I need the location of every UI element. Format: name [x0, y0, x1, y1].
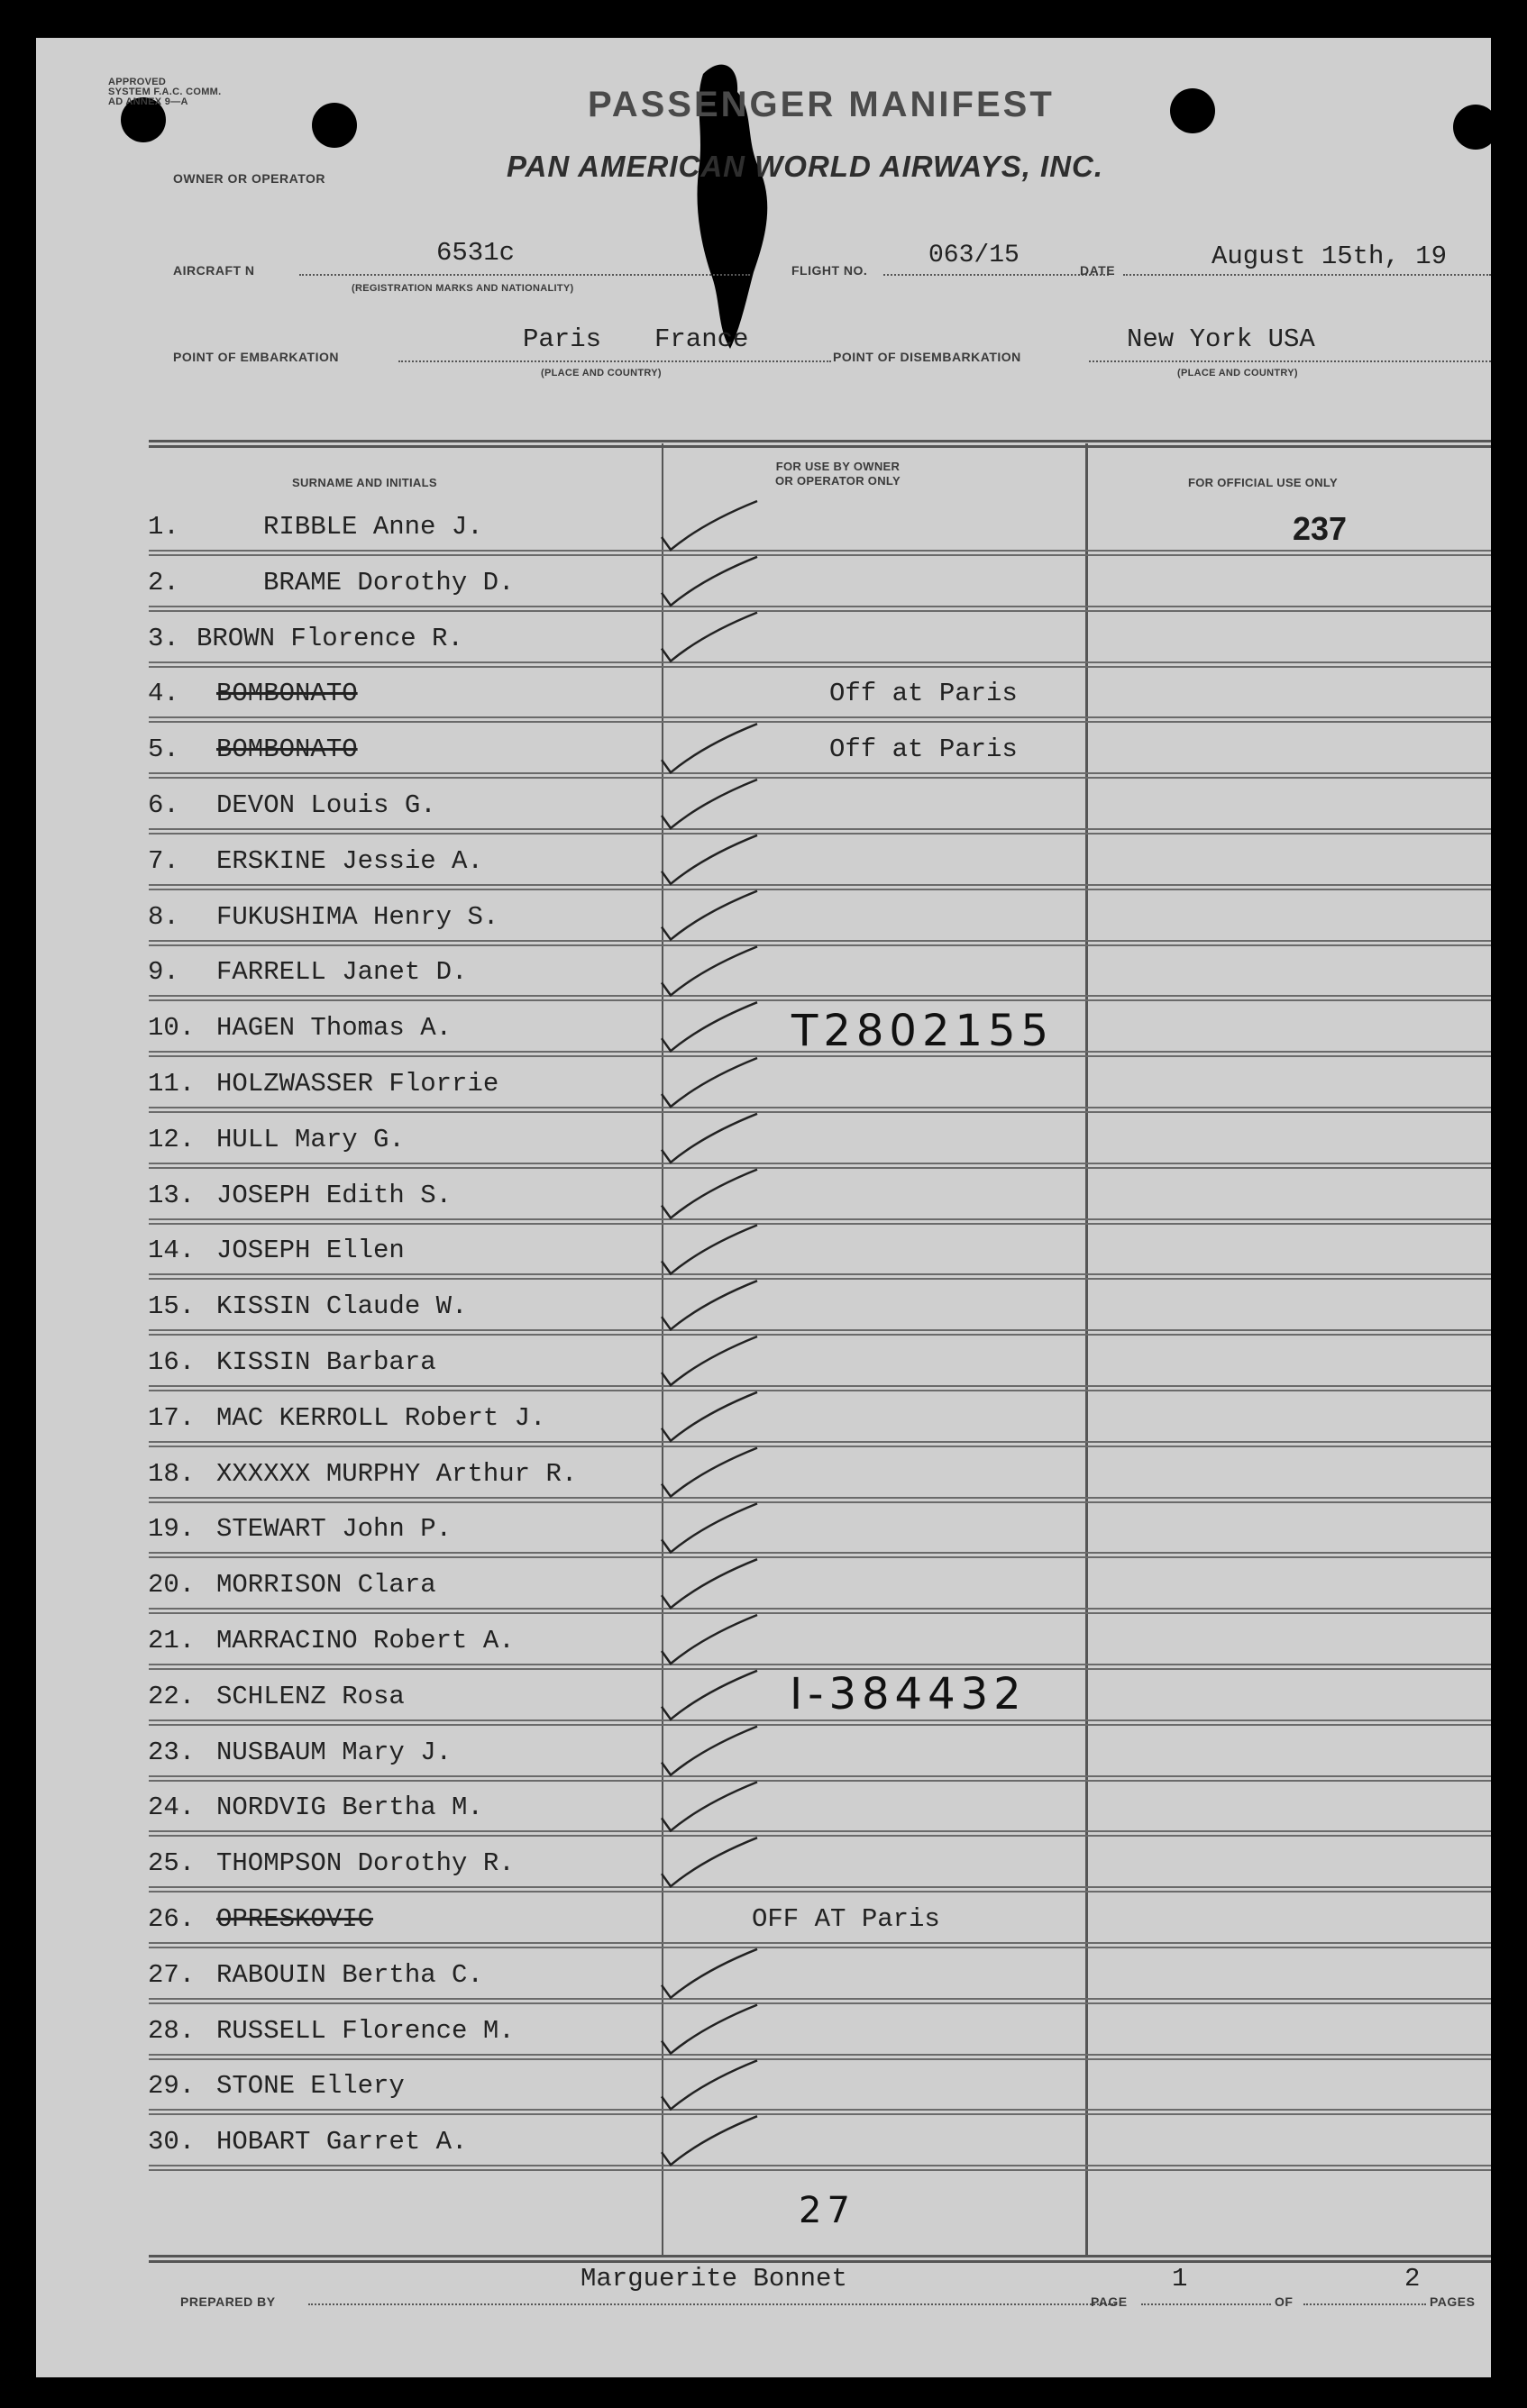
passenger-name: MAC KERROLL Robert J. — [216, 1402, 546, 1433]
check-mark — [662, 1838, 757, 1886]
check-mark — [662, 891, 757, 940]
handwritten-note-row-10: T2802155 — [791, 1006, 1055, 1056]
row-number: 23. — [148, 1737, 196, 1767]
of-value: 2 — [1404, 2264, 1421, 2294]
row-number: 24. — [148, 1792, 196, 1823]
passenger-name: STONE Ellery — [216, 2071, 405, 2102]
manifest-page — [36, 38, 1491, 2377]
row-number: 18. — [148, 1458, 196, 1489]
pages-label: PAGES — [1430, 2294, 1476, 2309]
check-mark — [662, 1170, 757, 1218]
prepared-by-value: Marguerite Bonnet — [581, 2264, 847, 2294]
check-mark — [662, 613, 757, 661]
check-mark — [662, 557, 757, 606]
embarkation-city: Paris — [523, 324, 602, 354]
row-number: 5. — [148, 734, 179, 765]
check-mark — [662, 1615, 757, 1664]
passenger-name: HULL Mary G. — [216, 1124, 405, 1154]
passenger-name: OPRESKOVIC — [216, 1904, 374, 1934]
row-number: 6. — [148, 790, 179, 820]
owner-column-header-2: OR OPERATOR ONLY — [775, 474, 901, 488]
removal-note: Off at Paris — [829, 734, 1018, 765]
check-mark — [662, 946, 757, 995]
check-mark — [662, 1336, 757, 1385]
row-number: 20. — [148, 1570, 196, 1601]
row-number: 1. — [148, 512, 179, 542]
passenger-name: JOSEPH Edith S. — [216, 1180, 453, 1210]
table-bottom-rule — [149, 2255, 1491, 2263]
check-mark — [662, 1949, 757, 1998]
page-label: PAGE — [1091, 2294, 1128, 2309]
check-mark — [662, 1114, 757, 1163]
passenger-name: RABOUIN Bertha C. — [216, 1959, 483, 1990]
surname-column-header: SURNAME AND INITIALS — [292, 476, 437, 489]
row-number: 25. — [148, 1848, 196, 1879]
passenger-name: BOMBONATO — [216, 734, 358, 765]
check-mark — [662, 1058, 757, 1107]
row-number: 9. — [148, 957, 179, 988]
row-number: 2. — [148, 567, 179, 597]
of-label: OF — [1275, 2294, 1294, 2309]
check-mark — [662, 501, 757, 550]
owner-operator-label: OWNER OR OPERATOR — [173, 171, 325, 186]
date-label: DATE — [1080, 263, 1116, 278]
aircraft-sublabel: (REGISTRATION MARKS AND NATIONALITY) — [352, 283, 574, 294]
passenger-name: DEVON Louis G. — [216, 790, 436, 820]
total-handwritten-mark: 27 — [799, 2190, 855, 2231]
row-number: 30. — [148, 2127, 196, 2157]
passenger-name: RIBBLE Anne J. — [263, 512, 483, 542]
official-column-header: FOR OFFICIAL USE ONLY — [1188, 476, 1338, 489]
row-number: 14. — [148, 1236, 196, 1266]
page-value: 1 — [1172, 2264, 1188, 2294]
row-number: 19. — [148, 1514, 196, 1545]
row-number: 12. — [148, 1124, 196, 1154]
passenger-name: BROWN Florence R. — [197, 623, 463, 653]
check-mark — [662, 1727, 757, 1775]
check-mark — [662, 1782, 757, 1830]
passenger-name: STEWART John P. — [216, 1514, 453, 1545]
check-mark — [662, 1671, 757, 1719]
check-mark — [662, 1392, 757, 1441]
row-number: 28. — [148, 2015, 196, 2046]
passenger-name: BRAME Dorothy D. — [263, 567, 515, 597]
passenger-name: HAGEN Thomas A. — [216, 1013, 453, 1044]
disembarkation-label: POINT OF DISEMBARKATION — [833, 350, 1021, 364]
row-number: 22. — [148, 1681, 196, 1711]
approval-line-1: APPROVED — [108, 77, 167, 87]
row-number: 21. — [148, 1626, 196, 1656]
passenger-name: RUSSELL Florence M. — [216, 2015, 515, 2046]
passenger-name: XXXXXX MURPHY Arthur R. — [216, 1458, 578, 1489]
row-number: 26. — [148, 1904, 196, 1934]
disembarkation-sublabel: (PLACE AND COUNTRY) — [1177, 368, 1298, 379]
removal-note: OFF AT Paris — [752, 1904, 940, 1934]
official-stamp-number: 237 — [1293, 510, 1348, 547]
passenger-name: NUSBAUM Mary J. — [216, 1737, 453, 1767]
airline-name: PAN AMERICAN WORLD AIRWAYS, INC. — [507, 150, 1104, 183]
removal-note: Off at Paris — [829, 679, 1018, 709]
row-number: 15. — [148, 1291, 196, 1322]
approval-line-2: SYSTEM F.A.C. COMM. — [108, 87, 222, 97]
passenger-name: MORRISON Clara — [216, 1570, 436, 1601]
approval-line-3: AD ANNEX 9—A — [108, 96, 188, 107]
row-number: 4. — [148, 679, 179, 709]
check-mark — [662, 2005, 757, 2054]
flight-number-label: FLIGHT NO. — [791, 263, 868, 278]
flight-number-value: 063/15 — [928, 242, 1020, 269]
passenger-name: BOMBONATO — [216, 679, 358, 709]
passenger-name: JOSEPH Ellen — [216, 1236, 405, 1266]
check-mark — [662, 1225, 757, 1273]
passenger-name: NORDVIG Bertha M. — [216, 1792, 483, 1823]
row-number: 27. — [148, 1959, 196, 1990]
passenger-name: KISSIN Claude W. — [216, 1291, 468, 1322]
check-mark — [662, 724, 757, 772]
manifest-title: PASSENGER MANIFEST — [588, 85, 1055, 124]
row-number: 29. — [148, 2071, 196, 2102]
check-mark — [662, 1559, 757, 1608]
check-mark — [662, 780, 757, 828]
embarkation-country: France — [654, 324, 749, 354]
check-mark — [662, 1002, 757, 1051]
row-number: 7. — [148, 845, 179, 876]
passenger-name: THOMPSON Dorothy R. — [216, 1848, 515, 1879]
passenger-name: SCHLENZ Rosa — [216, 1681, 405, 1711]
check-mark — [662, 2060, 757, 2109]
row-number: 13. — [148, 1180, 196, 1210]
check-mark — [662, 2116, 757, 2165]
check-mark — [662, 1448, 757, 1497]
check-mark — [662, 835, 757, 884]
passenger-name: FUKUSHIMA Henry S. — [216, 901, 499, 932]
check-mark — [662, 1503, 757, 1552]
row-number: 11. — [148, 1069, 196, 1099]
embarkation-sublabel: (PLACE AND COUNTRY) — [541, 368, 662, 379]
prepared-by-label: PREPARED BY — [180, 2294, 276, 2309]
check-mark — [662, 1281, 757, 1329]
passenger-name: HOLZWASSER Florrie — [216, 1069, 499, 1099]
handwritten-note-row-22: I-384432 — [790, 1669, 1027, 1719]
disembarkation-value: New York USA — [1127, 324, 1315, 354]
passenger-name: HOBART Garret A. — [216, 2127, 468, 2157]
embarkation-label: POINT OF EMBARKATION — [173, 350, 339, 364]
passenger-name: ERSKINE Jessie A. — [216, 845, 483, 876]
aircraft-label: AIRCRAFT N — [173, 263, 255, 278]
row-number: 8. — [148, 901, 179, 932]
row-number: 10. — [148, 1013, 196, 1044]
passenger-name: MARRACINO Robert A. — [216, 1626, 515, 1656]
row-number: 3. — [148, 623, 179, 653]
row-number: 16. — [148, 1347, 196, 1377]
passenger-name: FARRELL Janet D. — [216, 957, 468, 988]
date-value: August 15th, 19 — [1212, 242, 1448, 271]
check-marks-layer — [36, 38, 1491, 2377]
row-number: 17. — [148, 1402, 196, 1433]
owner-column-header-1: FOR USE BY OWNER — [775, 460, 901, 473]
passenger-name: KISSIN Barbara — [216, 1347, 436, 1377]
aircraft-value: 6531c — [436, 238, 516, 268]
